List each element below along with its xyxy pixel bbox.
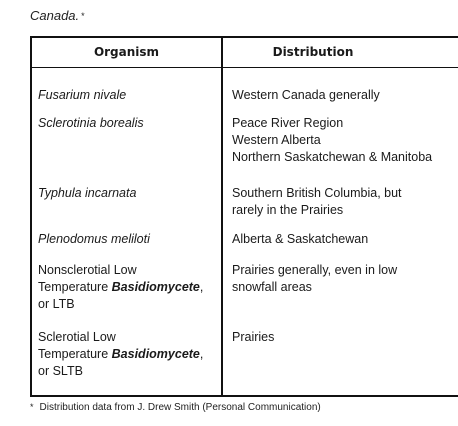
organism-text: Sclerotial Low: [38, 330, 116, 344]
organism-text: Nonsclerotial Low: [38, 263, 137, 277]
distribution-cell: [232, 185, 458, 219]
organism-cell: [38, 185, 220, 202]
distribution-line: Western Canada generally: [232, 88, 380, 102]
snow-mold-distribution-table: [30, 36, 458, 397]
footnote: [30, 402, 450, 413]
organism-cell: [38, 329, 220, 380]
organism-text: ,: [199, 280, 204, 294]
organism-line: [38, 231, 220, 248]
distribution-line: Prairies generally, even in low: [232, 263, 398, 277]
organism-cell: [38, 231, 220, 248]
organism-text: ,: [199, 347, 204, 361]
organism-line: [38, 363, 220, 380]
distribution-line: Peace River Region: [232, 116, 344, 130]
organism-text: Typhula incarnata: [38, 186, 137, 200]
organism-text: Plenodomus meliloti: [38, 232, 150, 246]
caption-line-2: Canada. *: [30, 8, 85, 23]
header-organism: Organism: [93, 45, 160, 59]
table-caption: [30, 0, 450, 24]
column-divider: [221, 38, 223, 395]
distribution-line: Prairies: [232, 330, 275, 344]
distribution-line: Southern British Columbia, but: [232, 186, 402, 200]
organism-text: Temperature: [38, 347, 112, 361]
organism-cell: [38, 262, 220, 313]
organism-line: [38, 185, 220, 202]
distribution-line: snowfall areas: [232, 280, 312, 294]
organism-cell: [38, 87, 220, 104]
organism-line: [38, 346, 220, 363]
header-distribution: Distribution: [272, 45, 354, 59]
organism-line: [38, 329, 220, 346]
organism-text: Temperature: [38, 280, 112, 294]
organism-text: Basidiomycete: [111, 347, 200, 361]
organism-text: or SLTB: [38, 364, 83, 378]
distribution-line: rarely in the Prairies: [232, 203, 344, 217]
distribution-line: Northern Saskatchewan & Manitoba: [232, 150, 433, 164]
distribution-line: Alberta & Saskatchewan: [232, 232, 369, 246]
organism-line: [38, 115, 220, 132]
caption-footnote-marker: *: [81, 11, 85, 21]
organism-text: Basidiomycete: [111, 280, 200, 294]
distribution-cell: [232, 115, 458, 166]
organism-text: or LTB: [38, 297, 75, 311]
footnote-marker: *: [30, 402, 34, 412]
organism-text: Sclerotinia borealis: [38, 116, 144, 130]
distribution-cell: [232, 87, 458, 104]
distribution-cell: [232, 262, 458, 296]
organism-line: [38, 87, 220, 104]
distribution-cell: [232, 231, 458, 248]
footnote-text: Distribution data from J. Drew Smith (Personal Communication): [39, 402, 321, 413]
organism-line: [38, 296, 220, 313]
organism-line: [38, 279, 220, 296]
distribution-cell: [232, 329, 458, 346]
organism-text: Fusarium nivale: [38, 88, 127, 102]
header-rule: [32, 67, 458, 68]
distribution-line: Western Alberta: [232, 133, 321, 147]
organism-line: [38, 262, 220, 279]
organism-cell: [38, 115, 220, 132]
